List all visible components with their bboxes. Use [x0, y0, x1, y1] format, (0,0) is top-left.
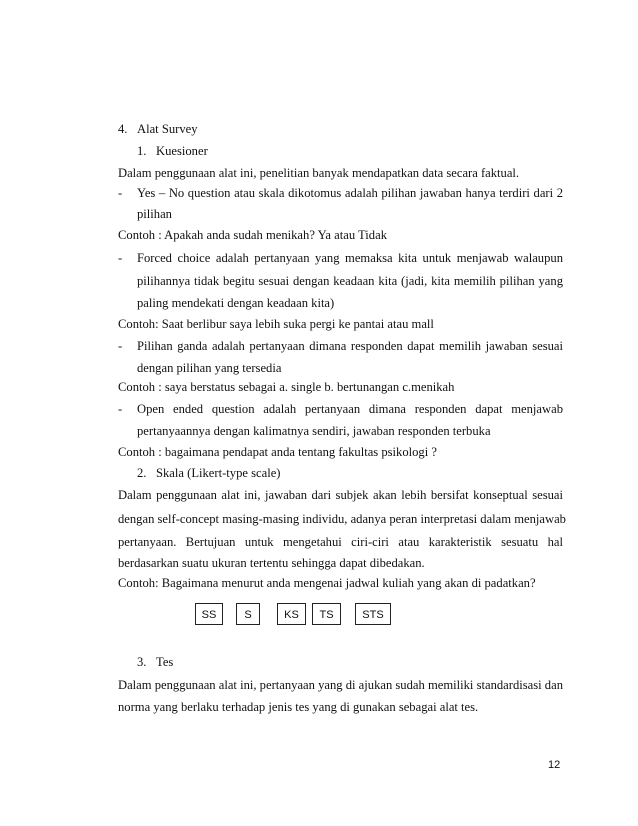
section2-para-line1: Dalam penggunaan alat ini, jawaban dari subjek akan lebih bersifat konseptual sesuai	[118, 488, 563, 502]
item3-line1: Pilihan ganda adalah pertanyaan dimana responden dapat memilih jawaban sesuai	[137, 339, 563, 353]
section2-number: 2.	[137, 466, 147, 480]
section2-example: Contoh: Bagaimana menurut anda mengenai jadwal kuliah yang akan di padatkan?	[118, 576, 536, 590]
section3-para-line1: Dalam penggunaan alat ini, pertanyaan yang di ajukan sudah memiliki standardisasi dan	[118, 678, 563, 692]
bullet-4: -	[118, 402, 123, 416]
item3-example: Contoh : saya berstatus sebagai a. single b. bertunangan c.menikah	[118, 380, 455, 394]
section3-title: Tes	[156, 655, 174, 669]
item4-line1: Open ended question adalah pertanyaan dimana responden dapat menjawab	[137, 402, 563, 416]
heading-title: Alat Survey	[137, 122, 198, 136]
item2-line1: Forced choice adalah pertanyaan yang memaksa kita untuk menjawab walaupun	[137, 251, 563, 265]
item1-line2: pilihan	[137, 207, 172, 221]
section2-title: Skala (Likert-type scale)	[156, 466, 281, 480]
bullet-2: -	[118, 251, 123, 265]
scale-option-ks: KS	[277, 603, 306, 625]
scale-option-sts: STS	[355, 603, 391, 625]
section1-number: 1.	[137, 144, 147, 158]
scale-option-s: S	[236, 603, 260, 625]
item1-example: Contoh : Apakah anda sudah menikah? Ya atau Tidak	[118, 228, 387, 242]
item2-line2: pilihannya tidak begitu sesuai dengan keadaan kita (jadi, kita memilih pilihan yang	[137, 274, 563, 288]
item4-line2: pertanyaannya dengan kalimatnya sendiri, jawaban responden terbuka	[137, 424, 491, 438]
section2-para-line2: dengan self-concept masing-masing individu, adanya peran interpretasi dalam menjawab	[118, 512, 566, 526]
section1-intro: Dalam penggunaan alat ini, penelitian banyak mendapatkan data secara faktual.	[118, 166, 520, 180]
item3-line2: dengan pilihan yang tersedia	[137, 361, 282, 375]
section2-para-line4: berdasarkan suatu ukuran tertentu sehingga dapat dibedakan.	[118, 556, 425, 570]
item1-line1: Yes – No question atau skala dikotomus adalah pilihan jawaban hanya terdiri dari 2	[137, 186, 563, 200]
item2-example: Contoh: Saat berlibur saya lebih suka pergi ke pantai atau mall	[118, 317, 434, 331]
bullet-1: -	[118, 186, 123, 200]
section1-title: Kuesioner	[156, 144, 208, 158]
heading-number: 4.	[118, 122, 128, 136]
section2-para-line3: pertanyaan. Bertujuan untuk mengetahui ciri-ciri atau karakteristik sesuatu hal	[118, 535, 563, 549]
section3-para-line2: norma yang berlaku terhadap jenis tes yang di gunakan sebagai alat tes.	[118, 700, 479, 714]
section3-number: 3.	[137, 655, 147, 669]
item4-example: Contoh : bagaimana pendapat anda tentang fakultas psikologi ?	[118, 445, 437, 459]
bullet-3: -	[118, 339, 123, 353]
scale-option-ss: SS	[195, 603, 223, 625]
scale-option-ts: TS	[312, 603, 341, 625]
page-number: 12	[548, 759, 561, 771]
item2-line3: paling mendekati dengan keadaan kita)	[137, 296, 335, 310]
